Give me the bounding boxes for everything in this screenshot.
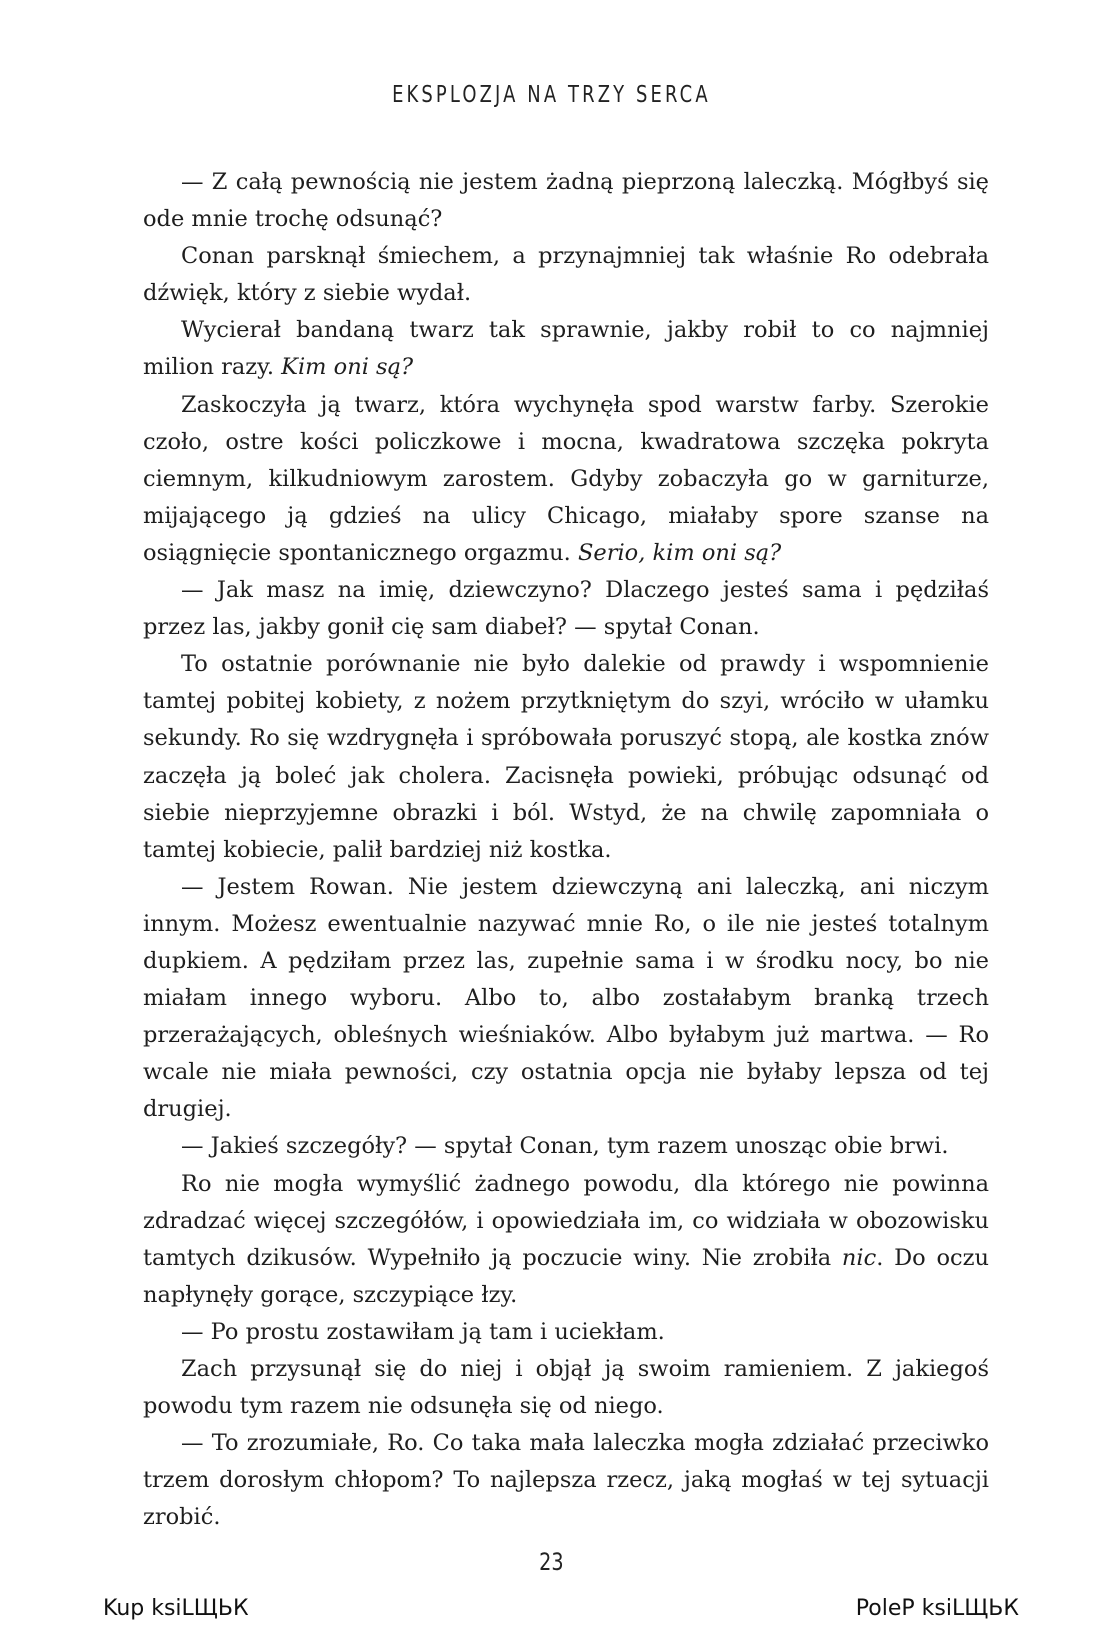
italic-text: nic	[841, 1244, 877, 1271]
paragraph	[143, 1314, 989, 1351]
text-run: — Z całą pewnością nie jestem żadną pieprzoną laleczką. Mógłbyś się ode mnie trochę odsunąć?	[143, 169, 989, 233]
text-run: — Po prostu zostawiłam ją tam i uciekłam.	[181, 1318, 665, 1345]
text-run: — To zrozumiałe, Ro. Co taka mała laleczka mogła zdziałać przeciwko trzem dorosłym chłopom? To najlepsza rzecz, jaką mogłaś w tej sytuacji zrobić.	[143, 1430, 989, 1531]
text-run: Wycierał bandaną twarz tak sprawnie, jakby robił to co najmniej milion razy.	[143, 317, 989, 381]
text-run: To ostatnie porównanie nie było dalekie od prawdy i wspomnienie tamtej pobitej kobiety, z nożem przytkniętym do szyi, wróciło w ułamku sekundy. Ro się wzdrygnęła i spróbowała poruszyć stopą, ale kostka znów zaczęła ją boleć jak cholera. Zacisnęła powieki, próbując odsunąć od siebie nieprzyjemne obrazki i ból. Wstyd, że na chwilę zapomniała o tamtej kobiecie, palił bardziej niż kostka.	[143, 651, 989, 863]
paragraph	[143, 238, 989, 312]
body-text	[143, 164, 989, 1536]
buy-book-link[interactable]: Kup ksiLЩЬК	[103, 1596, 249, 1621]
text-run: — Jakieś szczegóły? — spytał Conan, tym razem unosząc obie brwi.	[181, 1133, 949, 1160]
paragraph	[143, 572, 989, 646]
text-run: Conan parsknął śmiechem, a przynajmniej tak właśnie Ro odebrała dźwięk, który z siebie wydał.	[143, 243, 989, 307]
paragraph	[143, 312, 989, 386]
paragraph	[143, 387, 989, 572]
paragraph	[143, 1425, 989, 1536]
text-run: — Jestem Rowan. Nie jestem dziewczyną ani laleczką, ani niczym innym. Możesz ewentualnie nazywać mnie Ro, o ile nie jesteś totalnym dupkiem. A pędziłam przez las, zupełnie sama i w środku nocy, bo nie miałam innego wyboru. Albo to, albo zostałabym branką trzech przerażających, obleśnych wieśniaków. Albo byłabym już martwa. — Ro wcale nie miała pewności, czy ostatnia opcja nie byłaby lepsza od tej drugiej.	[143, 873, 989, 1123]
text-run: . Do oczu napłynęły gorące, szczypiące łzy.	[143, 1244, 989, 1308]
text-run: Ro nie mogła wymyślić żadnego powodu, dla którego nie powinna zdradzać więcej szczegółów, i opowiedziała im, co widziała w obozowisku tamtych dzikusów. Wypełniło ją poczucie winy. Nie zrobiła	[143, 1170, 989, 1271]
paragraph	[143, 1351, 989, 1425]
text-run: — Jak masz na imię, dziewczyno? Dlaczego jesteś sama i pędziłaś przez las, jakby gonił cię sam diabeł? — spytał Conan.	[143, 577, 989, 641]
text-run: Zaskoczyła ją twarz, która wychynęła spod warstw farby. Szerokie czoło, ostre kości policzkowe i mocna, kwadratowa szczęka pokryta ciemnym, kilkudniowym zarostem. Gdyby zobaczyła go w garniturze, mijającego ją gdzieś na ulicy Chicago, miałaby spore szanse na osiągnięcie spontanicznego orgazmu.	[143, 391, 989, 566]
recommend-book-link[interactable]: PoleP ksiLЩЬК	[855, 1596, 1019, 1621]
text-run: Zach przysunął się do niej i objął ją swoim ramieniem. Z jakiegoś powodu tym razem nie odsunęła się od niego.	[143, 1356, 989, 1420]
italic-text: Kim oni są?	[281, 354, 414, 381]
running-title: EKSPLOZJA NA TRZY SERCA	[392, 82, 711, 108]
paragraph	[143, 164, 989, 238]
italic-text: Serio, kim oni są?	[577, 539, 782, 566]
page-number: 23	[539, 1548, 564, 1576]
paragraph	[143, 646, 989, 869]
paragraph	[143, 1128, 989, 1165]
paragraph	[143, 1166, 989, 1314]
paragraph	[143, 869, 989, 1129]
